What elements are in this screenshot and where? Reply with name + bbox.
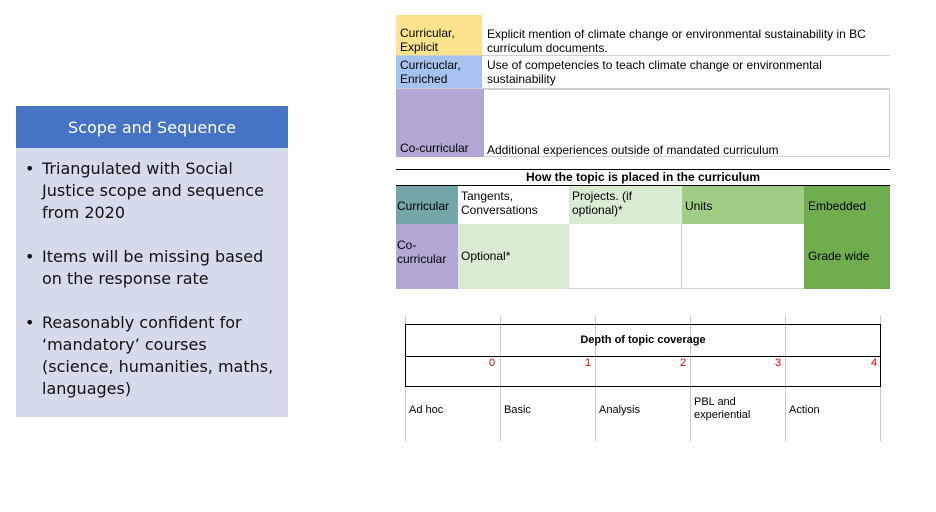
depth-number: 2 — [680, 357, 687, 369]
cell-optional: Optional* — [458, 224, 569, 289]
legend-key: Curricular, Explicit — [396, 15, 482, 55]
cell-empty — [569, 224, 682, 289]
bullet-item: • Triangulated with Social Justice scope and sequence from 2020 — [42, 158, 278, 224]
depth-title: Depth of topic coverage — [406, 325, 880, 357]
cell-grade-wide: Grade wide — [808, 249, 870, 263]
bullet-item: • Reasonably confident for ‘mandatory’ courses (science, humanities, maths, languages) — [42, 312, 278, 400]
legend-row-explicit — [396, 15, 890, 56]
legend-row-cocurricular — [396, 89, 890, 157]
cell-empty — [682, 224, 804, 289]
cell-projects: Projects. (if optional)* — [569, 186, 682, 224]
depth-number: 0 — [489, 357, 496, 369]
cell-tangents: Tangents, Conversations — [458, 186, 569, 224]
legend-value: Additional experiences outside of mandated curriculum — [484, 89, 890, 157]
legend-key: Co-curricular — [396, 89, 484, 157]
card-title: Scope and Sequence — [16, 106, 288, 148]
placement-grid — [396, 186, 890, 289]
cell-units: Units — [682, 186, 804, 224]
depth-label: Action — [789, 404, 820, 416]
cell-embedded: Embedded — [804, 186, 890, 289]
depth-label: PBL and experiential — [694, 396, 751, 421]
placement-table — [396, 169, 890, 289]
legend-value: Explicit mention of climate change or environmental sustainability in BC curriculum documents. — [487, 27, 866, 55]
depth-label: Ad hoc — [409, 404, 444, 416]
row-label-cocurricular: Co-curricular — [396, 224, 458, 289]
row-label-curricular: Curricular — [396, 186, 458, 224]
depth-label: Basic — [504, 404, 531, 416]
legend-value: Use of competencies to teach climate change or environmental sustainability — [487, 58, 822, 86]
depth-box — [405, 324, 881, 387]
legend-row-enriched — [396, 56, 890, 89]
depth-number: 4 — [871, 357, 878, 369]
placement-title: How the topic is placed in the curriculum — [396, 169, 890, 186]
category-legend — [396, 15, 890, 157]
bullet-item: • Items will be missing based on the response rate — [42, 246, 278, 290]
depth-number: 1 — [585, 357, 592, 369]
depth-label: Analysis — [599, 404, 640, 416]
legend-key: Curricuclar, Enriched — [396, 56, 482, 88]
depth-number: 3 — [775, 357, 782, 369]
scope-sequence-card — [16, 106, 288, 417]
bullet-list — [16, 148, 288, 400]
